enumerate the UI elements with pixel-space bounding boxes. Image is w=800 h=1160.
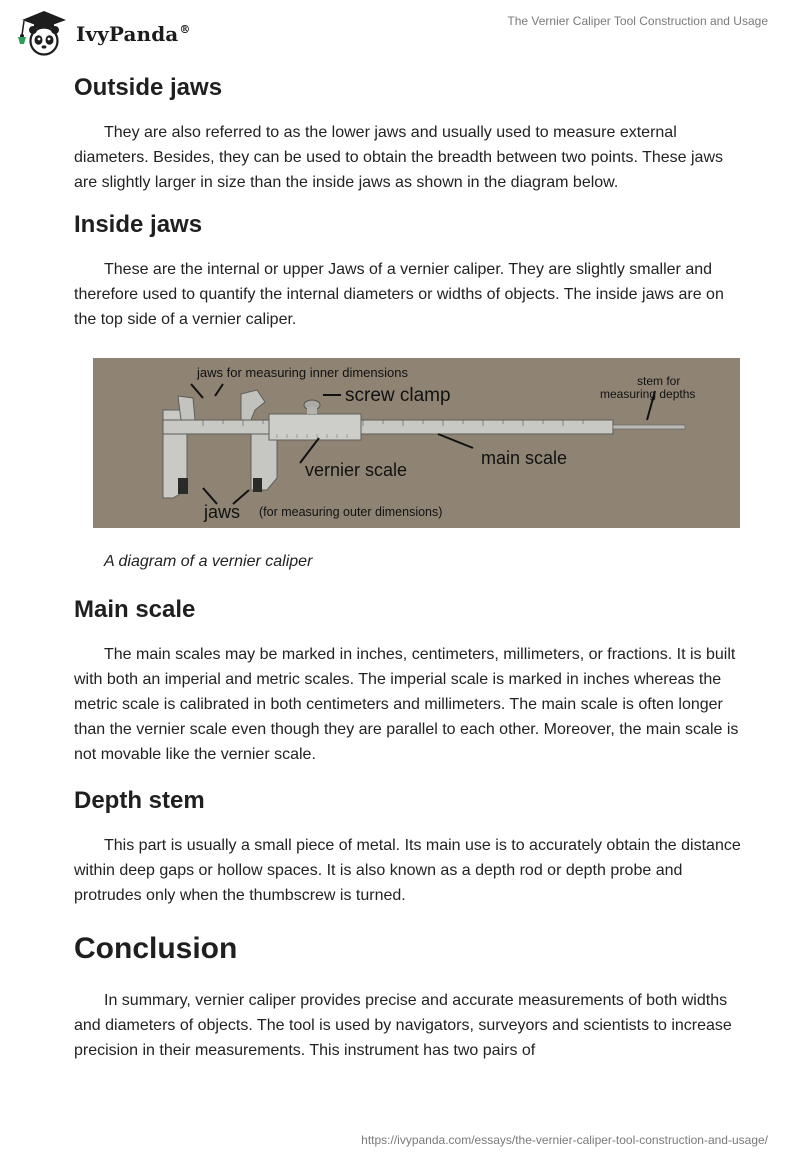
article-body-continued xyxy=(74,592,744,1063)
label-outer-jaws: jaws xyxy=(204,502,241,522)
caliper-drawing xyxy=(163,390,685,498)
document-title: The Vernier Caliper Tool Construction and Usage xyxy=(507,14,768,28)
label-vernier-scale: vernier scale xyxy=(305,460,408,480)
label-main-scale: main scale xyxy=(481,448,568,468)
paragraph-main-scale: The main scales may be marked in inches, centimeters, millimeters, or fractions. It is built with both an imperial and metric scales. The imperial scale is marked in inches whereas the metric scale is calibrated in both centimeters and millimeters. The main scale is often longer than the vernier scale even though they are parallel to each other. Moreover, the main scale is not movable like the vernier scale. xyxy=(74,646,739,763)
paragraph-outside-jaws: They are also referred to as the lower jaws and usually used to measure external diameters. Besides, they can be used to obtain the breadth between two points. These jaws are slightly larger in size than the inside jaws as shown in the diagram below. xyxy=(74,124,723,191)
label-screw-clamp: screw clamp xyxy=(345,385,451,406)
article-body xyxy=(74,70,744,332)
label-stem-line2: measuring depths xyxy=(600,387,696,401)
registered-mark: ® xyxy=(179,23,191,37)
heading-depth-stem: Depth stem xyxy=(74,787,205,814)
panda-logo-icon xyxy=(14,8,70,58)
label-outer-jaws-note: (for measuring outer dimensions) xyxy=(259,505,443,519)
heading-outside-jaws: Outside jaws xyxy=(74,74,223,101)
page-header xyxy=(0,0,800,64)
vernier-caliper-diagram xyxy=(93,358,740,528)
paragraph-inside-jaws: These are the internal or upper Jaws of a vernier caliper. They are slightly smaller and therefore used to quantify the internal diameters or widths of objects. The inside jaws are on the top side of a vernier caliper. xyxy=(74,261,724,328)
figure-caption: A diagram of a vernier caliper xyxy=(104,553,313,570)
label-inner-jaws: jaws for measuring inner dimensions xyxy=(197,365,408,380)
source-url: https://ivypanda.com/essays/the-vernier-caliper-tool-construction-and-usage/ xyxy=(361,1133,768,1147)
heading-inside-jaws: Inside jaws xyxy=(74,211,203,238)
heading-conclusion: Conclusion xyxy=(74,932,238,965)
brand-name: IvyPanda® xyxy=(76,22,191,46)
label-stem-line1: stem for xyxy=(637,374,681,388)
heading-main-scale: Main scale xyxy=(74,596,196,623)
paragraph-depth-stem: This part is usually a small piece of metal. Its main use is to accurately obtain the distance within deep gaps or hollow spaces. It is also known as a depth rod or depth probe and protrudes only when the thumbscrew is turned. xyxy=(74,837,741,904)
paragraph-conclusion: In summary, vernier caliper provides precise and accurate measurements of both widths and diameters of objects. The tool is used by navigators, surveyors and scientists to increase precision in their measurements. This instrument has two pairs of xyxy=(74,992,732,1059)
brand-link[interactable] xyxy=(14,8,190,58)
